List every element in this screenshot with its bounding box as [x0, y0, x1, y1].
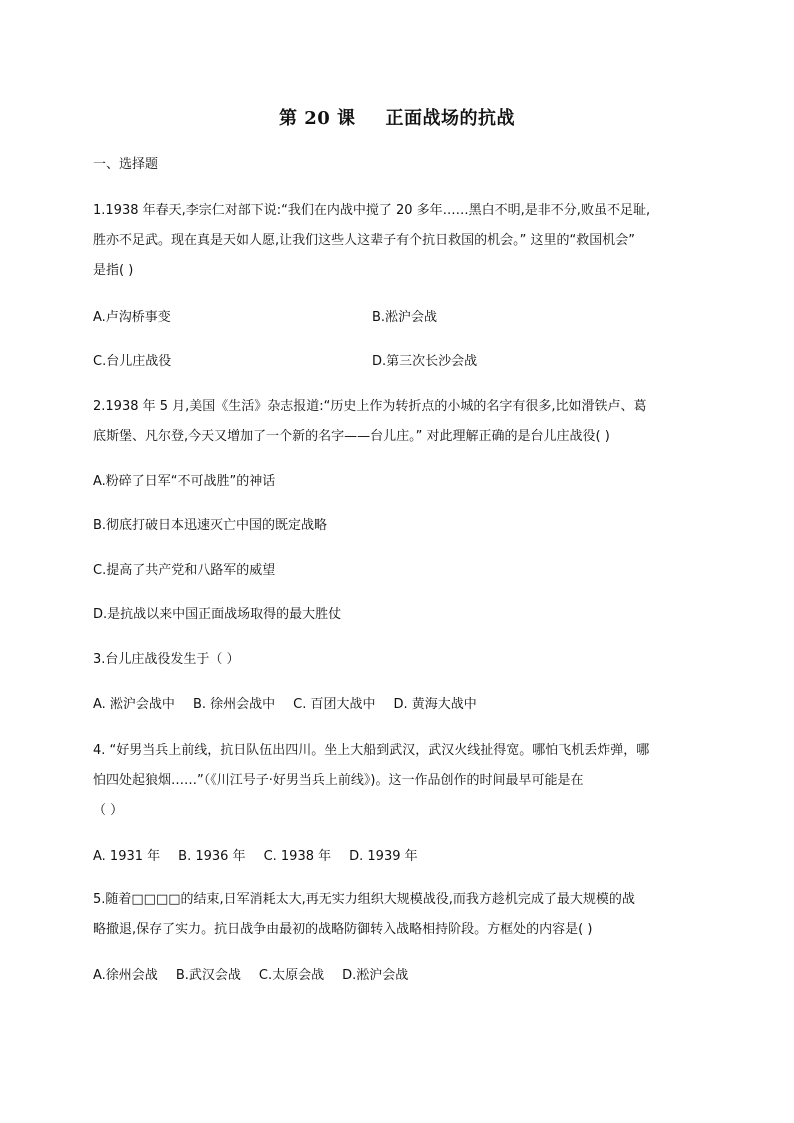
- q4-options: [93, 848, 436, 866]
- q2-line-2: 底斯堡、凡尔登,今天又增加了一个新的名字——台儿庄。” 对此理解正确的是台儿庄战役( ): [93, 429, 610, 444]
- q1-line-3: 是指( ): [93, 263, 134, 278]
- q3-option-c: C. 百团大战中: [293, 697, 376, 712]
- q3-line: 3.台儿庄战役发生于（ ）: [93, 652, 240, 667]
- q2-option-b: B.彻底打破日本迅速灭亡中国的既定战略: [93, 518, 328, 533]
- q4-option-a: A. 1931 年: [93, 849, 161, 864]
- q5-option-c: C.太原会战: [258, 968, 325, 983]
- q3-option-a: A. 淞沪会战中: [93, 697, 175, 712]
- q5-options: [93, 967, 426, 985]
- q5-line-2: 略撤退,保存了实力。抗日战争由最初的战略防御转入战略相持阶段。方框处的内容是( ): [93, 922, 593, 937]
- q4-option-c: C. 1938 年: [263, 849, 332, 864]
- lesson-number: 第 20 课: [278, 108, 356, 129]
- q4-line-2: 怕四处起狼烟……”（《川江号子·好男当兵上前线》)。这一作品创作的时间最早可能是在: [93, 773, 584, 788]
- q1-option-b: B.淞沪会战: [372, 310, 438, 325]
- q5-line-1: 5.随着□□□□的结束,日军消耗太大,再无实力组织大规模战役,而我方趁机完成了最大规模的战: [93, 892, 635, 907]
- q3-option-b: B. 徐州会战中: [192, 697, 276, 712]
- section-heading: 一、选择题: [93, 157, 159, 172]
- q5-option-a: A.徐州会战: [93, 968, 158, 983]
- lesson-title: [0, 104, 794, 130]
- q2-line-1: 2.1938 年 5 月,美国《生活》杂志报道:“历史上作为转折点的小城的名字有很多,比如滑铁卢、葛: [93, 399, 647, 414]
- q5-option-d: D.淞沪会战: [342, 968, 409, 983]
- q3-option-d: D. 黄海大战中: [393, 697, 477, 712]
- q4-line-3: （ ）: [93, 803, 124, 818]
- q4-option-d: D. 1939 年: [349, 849, 418, 864]
- q1-option-a: A.卢沟桥事变: [93, 310, 171, 325]
- q1-option-c: C.台儿庄战役: [93, 354, 172, 369]
- q3-options: [93, 696, 495, 714]
- q4-line-1: 4. “好男当兵上前线，抗日队伍出四川。坐上大船到武汉，武汉火线扯得宽。哪怕飞机丢炸弹，哪: [93, 743, 650, 758]
- q1-line-1: 1.1938 年春天,李宗仁对部下说:“我们在内战中搅了 20 多年……黑白不明,是非不分,败虽不足耻,: [93, 203, 651, 218]
- q5-option-b: B.武汉会战: [175, 968, 241, 983]
- q2-option-d: D.是抗战以来中国正面战场取得的最大胜仗: [93, 607, 342, 622]
- q1-line-2: 胜亦不足武。现在真是天如人愿,让我们这些人这辈子有个抗日救国的机会。” 这里的“救国机会”: [93, 233, 635, 248]
- q2-option-a: A.粉碎了日军“不可战胜”的神话: [93, 474, 276, 489]
- q2-option-c: C.提高了共产党和八路军的威望: [93, 563, 276, 578]
- lesson-topic: 正面战场的抗战: [385, 108, 516, 129]
- q1-option-d: D.第三次长沙会战: [372, 354, 478, 369]
- q4-option-b: B. 1936 年: [178, 849, 246, 864]
